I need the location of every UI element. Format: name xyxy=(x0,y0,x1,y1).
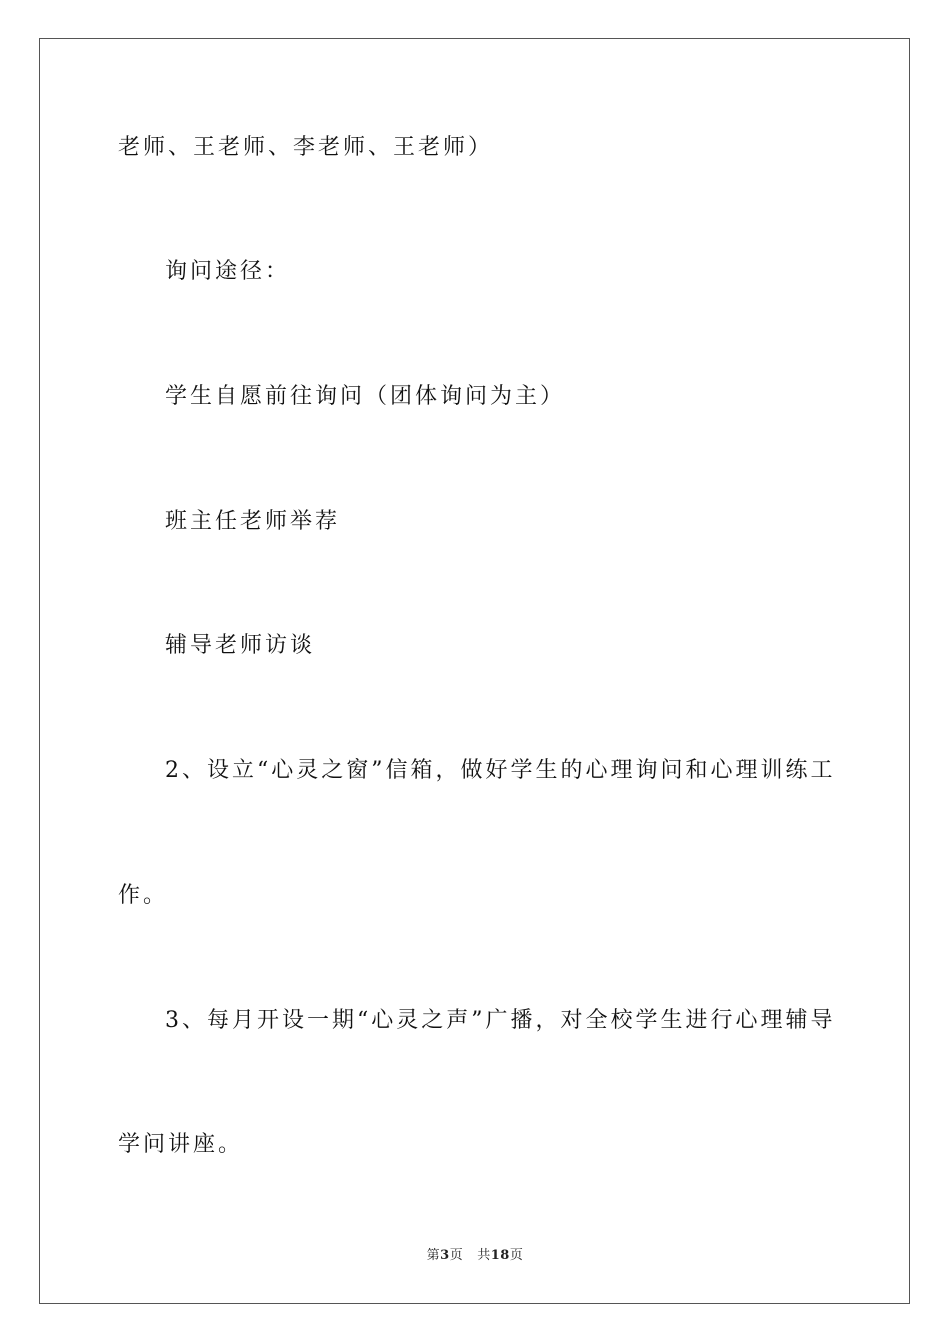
page-footer xyxy=(0,1247,950,1265)
footer-page-number: 3 xyxy=(440,1248,450,1263)
footer-page-suffix: 页 xyxy=(449,1248,464,1263)
text-line-8: 3、每月开设一期“心灵之声”广播，对全校学生进行心理辅导 xyxy=(165,1008,836,1033)
footer-total-pages: 18 xyxy=(490,1248,510,1263)
text-line-9: 学问讲座。 xyxy=(118,1132,244,1157)
text-line-4: 班主任老师举荐 xyxy=(165,509,341,534)
text-line-1: 老师、王老师、李老师、王老师） xyxy=(118,135,494,160)
text-line-7: 作。 xyxy=(118,883,169,908)
footer-total-suffix: 页 xyxy=(509,1248,524,1263)
footer-total-prefix: 共 xyxy=(477,1248,491,1263)
footer-page-prefix: 第 xyxy=(426,1248,441,1263)
text-line-3: 学生自愿前往询问（团体询问为主） xyxy=(165,384,566,409)
text-line-2: 询问途径： xyxy=(165,259,291,284)
page-border xyxy=(39,38,910,1304)
text-line-5: 辅导老师访谈 xyxy=(165,633,316,658)
text-line-6: 2、设立“心灵之窗”信箱，做好学生的心理询问和心理训练工 xyxy=(165,758,836,783)
